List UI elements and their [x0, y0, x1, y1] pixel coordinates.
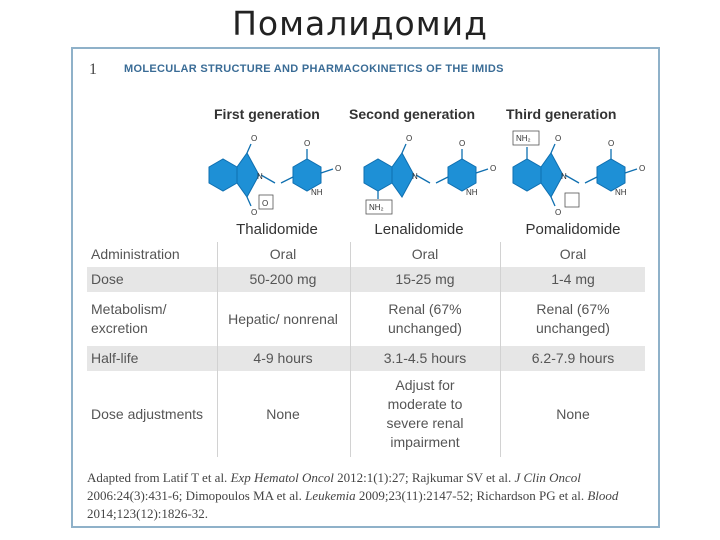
- generation-header-first: First generation: [214, 106, 320, 122]
- atom-label: O: [639, 164, 646, 173]
- atom-label: NH: [615, 188, 627, 197]
- atom-label: O: [251, 208, 258, 217]
- thalidomide-structure: [201, 127, 351, 219]
- atom-label: O: [459, 139, 466, 148]
- table-cell: 4-9 hours: [253, 350, 313, 366]
- atom-label: O: [335, 164, 342, 173]
- generation-header-third: Third generation: [506, 106, 617, 122]
- table-row-dose: [87, 267, 645, 292]
- atom-label: O: [262, 199, 269, 208]
- table-cell: 50-200 mg: [249, 271, 317, 287]
- drug-name-lenalidomide: Lenalidomide: [374, 221, 464, 238]
- table-cell: Adjust for moderate to severe renal impairment: [386, 377, 464, 450]
- atom-label: O: [490, 164, 497, 173]
- column-divider: [500, 242, 501, 457]
- table-row-dose-adjustments: [87, 371, 645, 457]
- row-label: Dose adjustments: [91, 405, 204, 422]
- atom-label: O: [555, 208, 562, 217]
- table-cell: 15-25 mg: [395, 271, 455, 287]
- atom-label: N: [412, 172, 418, 181]
- pomalidomide-structure: [505, 127, 655, 219]
- table-row-half-life: [87, 346, 645, 371]
- drug-name-thalidomide: Thalidomide: [236, 221, 318, 238]
- column-divider: [350, 242, 351, 457]
- row-label: Administration: [91, 246, 180, 262]
- slide-title: Помалидомид: [232, 4, 488, 43]
- figure-card: [71, 47, 660, 528]
- table-cell: None: [266, 405, 300, 422]
- table-cell: Oral: [559, 246, 587, 262]
- table-cell: Renal (67% unchanged): [388, 301, 462, 336]
- table-cell: Renal (67% unchanged): [536, 301, 610, 336]
- figure-number: 1: [89, 61, 97, 78]
- table-row-administration: [87, 242, 645, 267]
- atom-label: N: [561, 172, 567, 181]
- table-cell: 6.2-7.9 hours: [531, 350, 615, 366]
- figure-heading: MOLECULAR STRUCTURE AND PHARMACOKINETICS OF THE IMIDS: [124, 63, 504, 75]
- atom-label: NH: [311, 188, 323, 197]
- table-cell: Oral: [411, 246, 439, 262]
- row-label: Metabolism/ excretion: [91, 301, 167, 336]
- atom-label: NH₂: [516, 134, 531, 143]
- atom-label: O: [251, 134, 258, 143]
- column-divider: [217, 242, 218, 457]
- drug-name-pomalidomide: Pomalidomide: [525, 221, 621, 238]
- atom-label: O: [304, 139, 311, 148]
- table-cell: None: [556, 405, 590, 422]
- atom-label: O: [406, 134, 413, 143]
- row-label: Dose: [91, 271, 124, 287]
- row-label: Half-life: [91, 350, 139, 366]
- table-cell: 1-4 mg: [551, 271, 595, 287]
- table-cell: Oral: [269, 246, 297, 262]
- lenalidomide-structure: [356, 127, 506, 219]
- table-cell: Hepatic/ nonrenal: [228, 310, 338, 327]
- atom-label: O: [608, 139, 615, 148]
- table-cell: 3.1-4.5 hours: [383, 350, 467, 366]
- atom-label: N: [257, 172, 263, 181]
- generation-header-second: Second generation: [349, 106, 476, 122]
- table-row-metabolism: [87, 292, 645, 346]
- atom-label: NH₂: [369, 203, 384, 212]
- source-citation: Adapted from Latif T et al. Exp Hematol Oncol 2012:1(1):27; Rajkumar SV et al. J Clin Oncol 2006:24(3):431-6; Dimopoulos MA et al. Leukemia 2009;23(11):2147-52; Richardson PG et al. Blood 2014;123(12):1826-32.: [87, 470, 619, 521]
- atom-label: O: [555, 134, 562, 143]
- atom-label: NH: [466, 188, 478, 197]
